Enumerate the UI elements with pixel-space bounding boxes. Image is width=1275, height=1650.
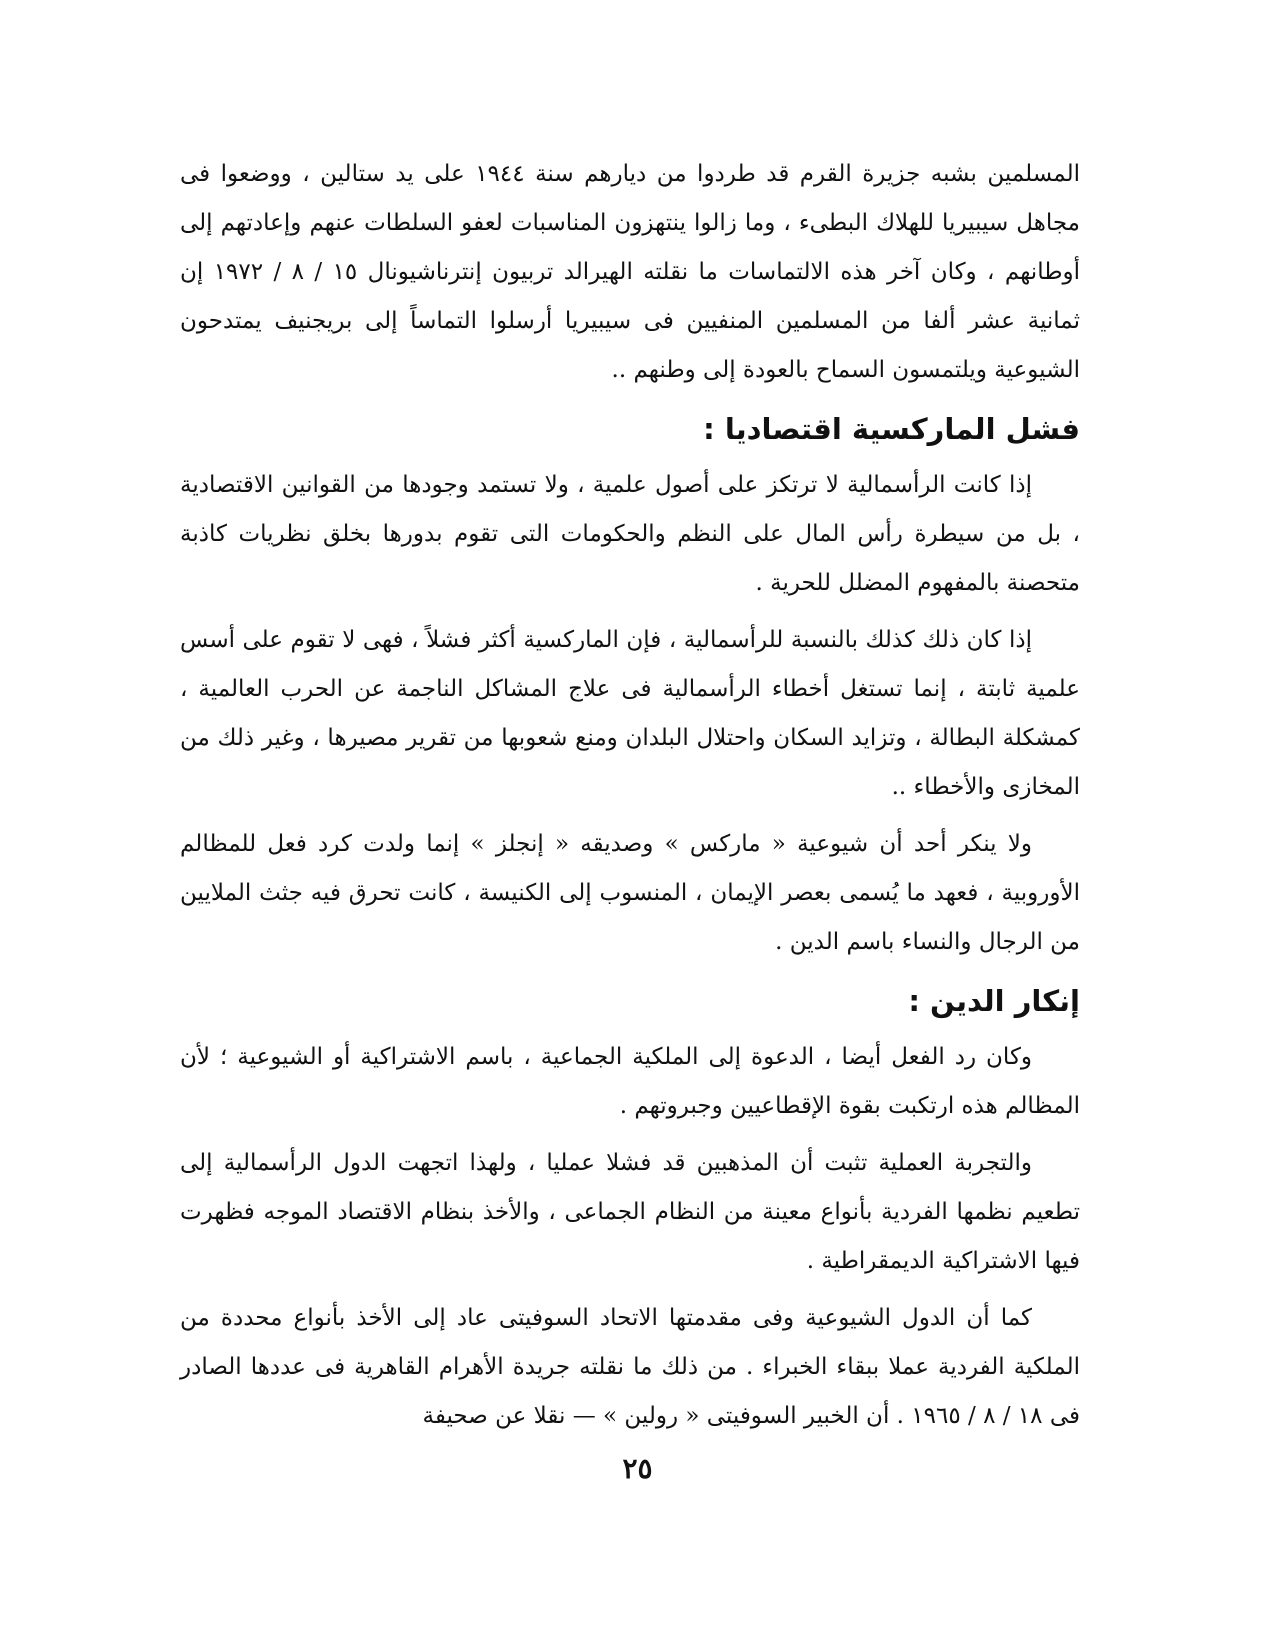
paragraph: إذا كانت الرأسمالية لا ترتكز على أصول علمية ، ولا تستمد وجودها من القوانين الاقتصادية ، بل من سيطرة رأس المال على النظم والحكومات التى تقوم بدورها بخلق نظريات كاذبة متحصنة بالمفهوم المضلل للحرية . [180, 472, 1080, 596]
section-heading: فشل الماركسية اقتصاديا : [703, 412, 1080, 446]
paragraph: ولا ينكر أحد أن شيوعية « ماركس » وصديقه « إنجلز » إنما ولدت كرد فعل للمظالم الأوروبية ، فعهد ما يُسمى بعصر الإيمان ، المنسوب إلى الكنيسة ، كانت تحرق فيه جثث الملايين من الرجال والنساء باسم الدين . [180, 831, 1080, 955]
section-heading: إنكار الدين : [908, 984, 1080, 1018]
paragraph: إذا كان ذلك كذلك بالنسبة للرأسمالية ، فإن الماركسية أكثر فشلاً ، فهى لا تقوم على أسس علمية ثابتة ، إنما تستغل أخطاء الرأسمالية فى علاج المشاكل الناجمة عن الحرب العالمية ، كمشكلة البطالة ، وتزايد السكان واحتلال البلدان ومنع شعوبها من تقرير مصيرها ، وغير ذلك من المخازى والأخطاء .. [180, 627, 1080, 800]
paragraph: والتجربة العملية تثبت أن المذهبين قد فشلا عمليا ، ولهذا اتجهت الدول الرأسمالية إلى تطعيم نظمها الفردية بأنواع معينة من النظام الجماعى ، والأخذ بنظام الاقتصاد الموجه فظهرت فيها الاشتراكية الديمقراطية . [180, 1150, 1080, 1274]
paragraph: المسلمين بشبه جزيرة القرم قد طردوا من ديارهم سنة ١٩٤٤ على يد ستالين ، ووضعوا فى مجاهل سيبيريا للهلاك البطىء ، وما زالوا ينتهزون المناسبات لعفو السلطات عنهم وإعادتهم إلى أوطانهم ، وكان آخر هذه الالتماسات ما نقلته الهيرالد تربيون إنترناشيونال ١٥ / ٨ / ١٩٧٢ إن ثمانية عشر ألفا من المسلمين المنفيين فى سيبيريا أرسلوا التماساً إلى بريجنيف يمتدحون الشيوعية ويلتمسون السماح بالعودة إلى وطنهم .. [180, 161, 1081, 383]
paragraph: وكان رد الفعل أيضا ، الدعوة إلى الملكية الجماعية ، باسم الاشتراكية أو الشيوعية ؛ لأن المظالم هذه ارتكبت بقوة الإقطاعيين وجبروتهم . [180, 1044, 1080, 1119]
page-content [180, 150, 1080, 1530]
page-number: ٢٥ [622, 1452, 653, 1485]
paragraph: كما أن الدول الشيوعية وفى مقدمتها الاتحاد السوفيتى عاد إلى الأخذ بأنواع محددة من الملكية الفردية عملا ببقاء الخبراء . من ذلك ما نقلته جريدة الأهرام القاهرية فى عددها الصادر فى ١٨ / ٨ / ١٩٦٥ . أن الخبير السوفيتى « رولين » — نقلا عن صحيفة [180, 1305, 1080, 1429]
